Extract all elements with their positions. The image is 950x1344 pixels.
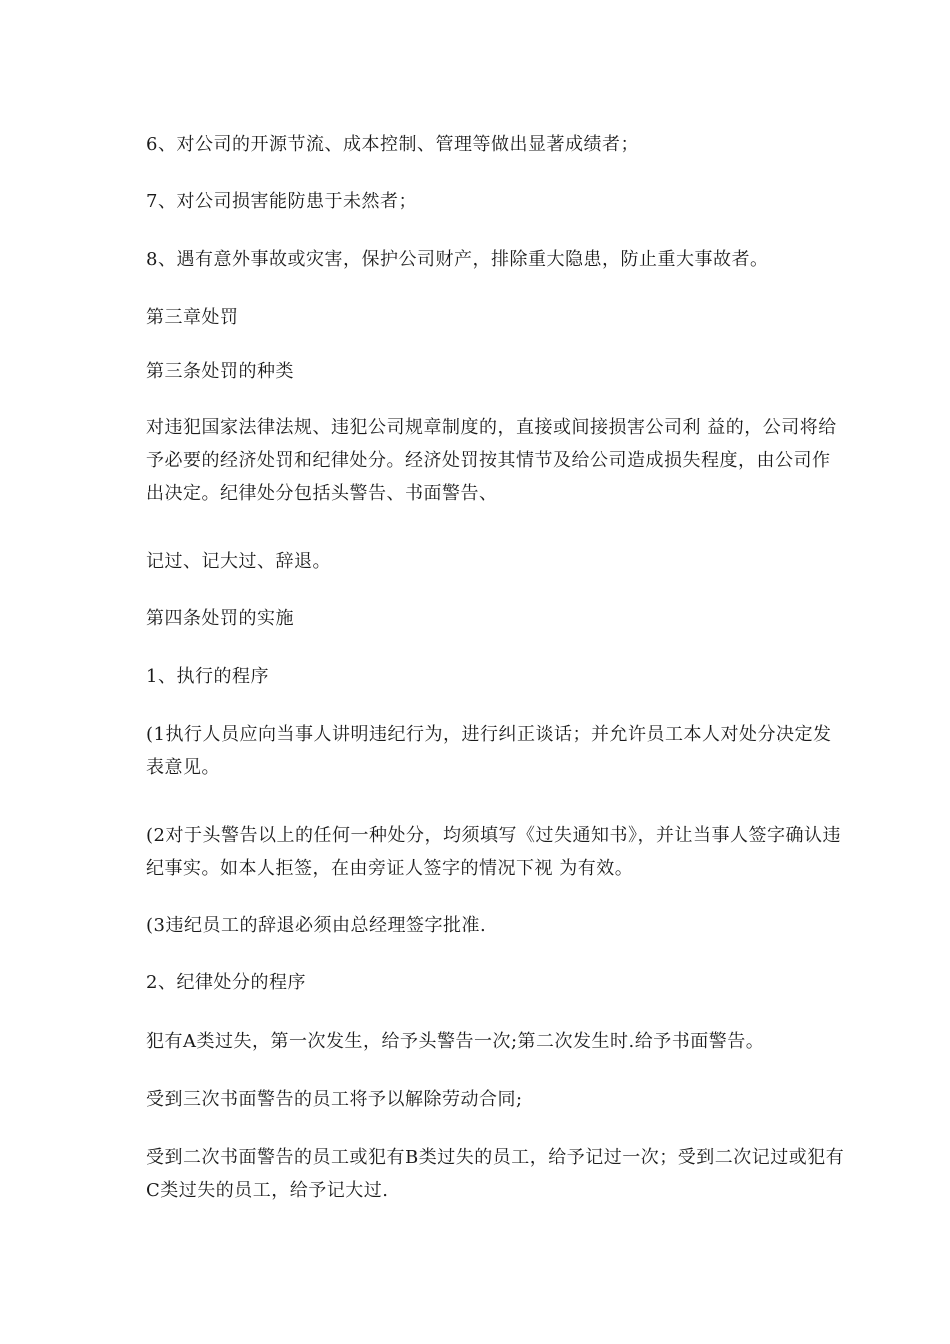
chapter-heading: 第三章处罚 (146, 307, 239, 328)
procedure-heading-2: 2、纪律处分的程序 (146, 972, 306, 993)
reward-item-8: 8、遇有意外事故或灾害，保护公司财产，排除重大隐患，防止重大事故者。 (146, 249, 769, 270)
procedure-step-2: (2对于头警告以上的任何一种处分，均须填写《过失通知书》，并让当事人签字确认违纪事实。如本人拒签，在由旁证人签字的情况下视 为有效。 (146, 825, 841, 879)
procedure-step-3: (3违纪员工的辞退必须由总经理签字批准. (146, 915, 487, 936)
discipline-rule-termination: 受到三次书面警告的员工将予以解除劳动合同; (146, 1089, 523, 1110)
procedure-step-1: (1执行人员应向当事人讲明违纪行为，进行纠正谈话；并允许员工本人对处分决定发表意见。 (146, 724, 832, 778)
reward-item-7: 7、对公司损害能防患于未然者； (146, 191, 417, 212)
reward-item-6: 6、对公司的开源节流、成本控制、管理等做出显著成绩者； (146, 134, 639, 155)
article-heading-3: 第三条处罚的种类 (146, 361, 294, 382)
penalty-types-paragraph: 对违犯国家法律法规、违犯公司规章制度的，直接或间接损害公司利 益的，公司将给予必要的经济处罚和纪律处分。经济处罚按其情节及给公司造成损失程度，由公司作出决定。纪律处分包括头警告、书面警告、 (146, 417, 837, 504)
article-heading-4: 第四条处罚的实施 (146, 608, 294, 629)
procedure-heading-1: 1、执行的程序 (146, 666, 269, 687)
discipline-rule-b-c: 受到二次书面警告的员工或犯有B类过失的员工，给予记过一次；受到二次记过或犯有 C类过失的员工，给予记大过. (146, 1147, 845, 1201)
discipline-rule-a: 犯有A类过失，第一次发生，给予头警告一次;第二次发生时.给予书面警告。 (146, 1031, 765, 1052)
penalty-types-continuation: 记过、记大过、辞退。 (146, 551, 331, 572)
